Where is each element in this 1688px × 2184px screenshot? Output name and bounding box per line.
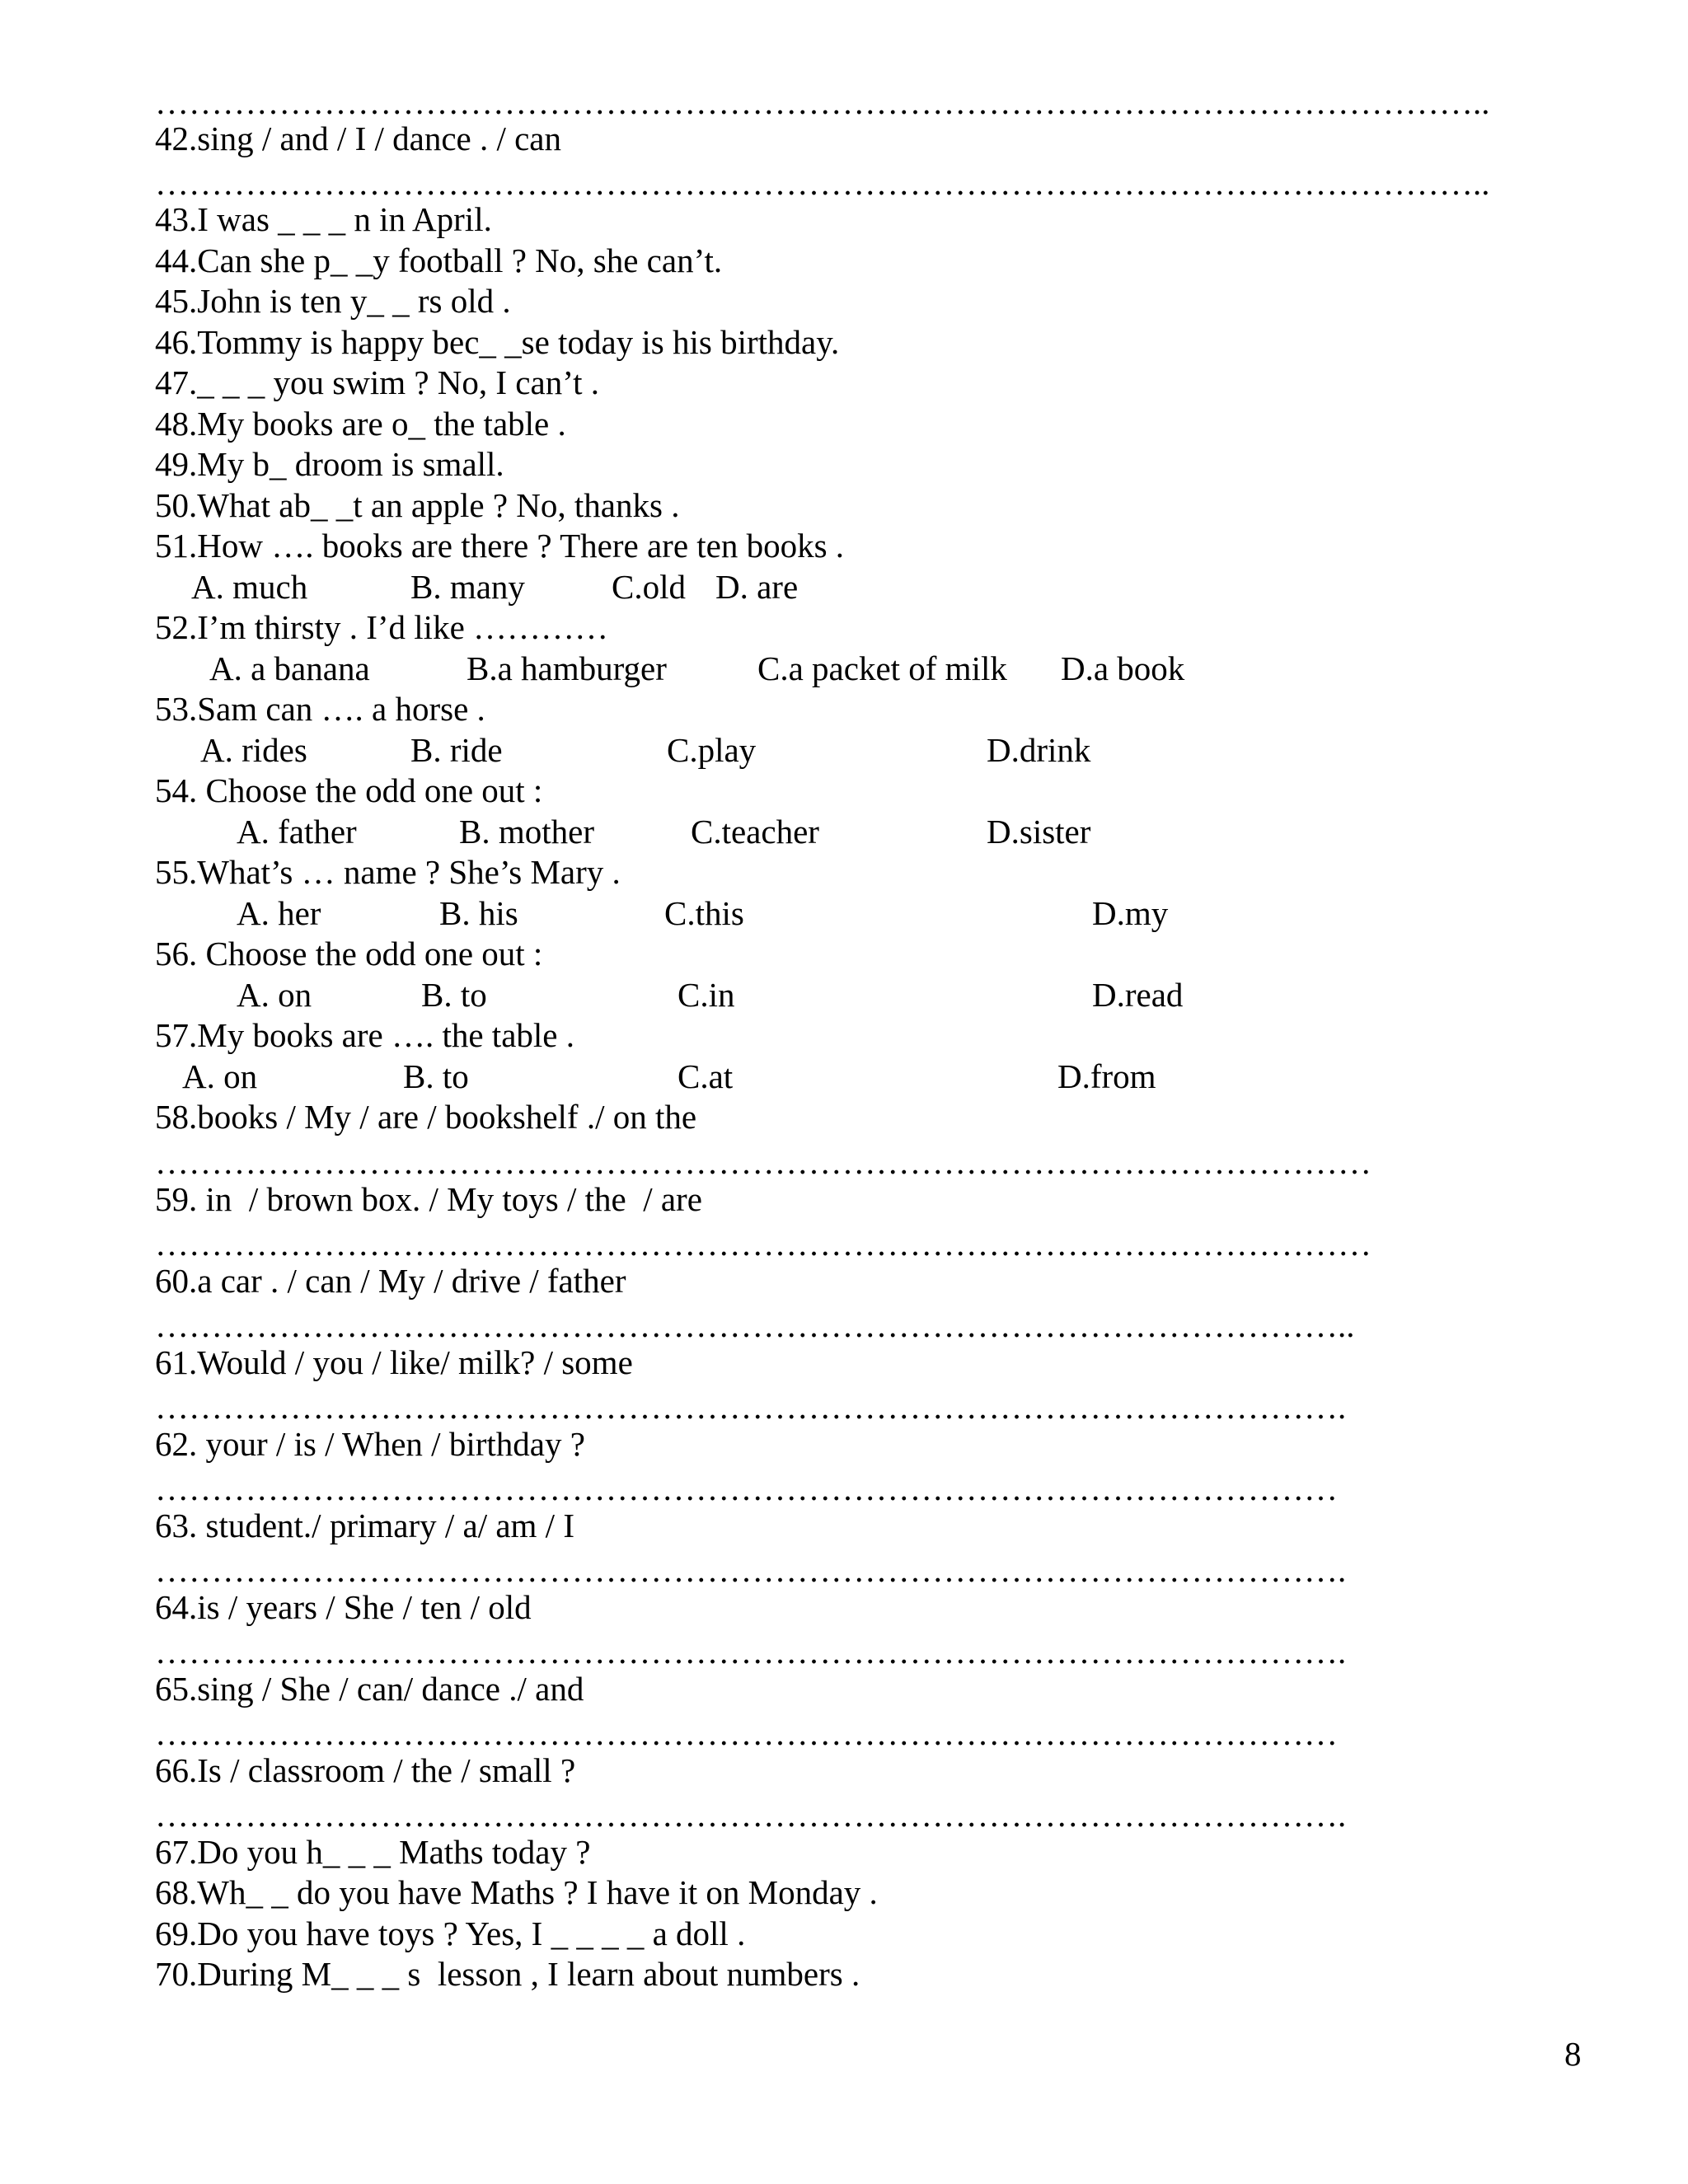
answer-line: ……………………………………………………………………………………………………….. (155, 164, 1490, 202)
q54-option-c: C.teacher (691, 813, 819, 851)
answer-line: …………………………………………………………………………………………….. (155, 1306, 1355, 1344)
q53-option-c: C.play (667, 731, 757, 769)
q56-option-d: D.read (1092, 976, 1184, 1014)
q57-option-a: A. on (182, 1057, 258, 1095)
question-45: 45.John is ten y_ _ rs old . (155, 282, 511, 320)
q53-option-d: D.drink (987, 731, 1091, 769)
q56-option-a: A. on (237, 976, 312, 1014)
question-59: 59. in / brown box. / My toys / the / are (155, 1180, 702, 1218)
question-54: 54. Choose the odd one out : (155, 771, 543, 809)
q57-option-b: B. to (403, 1057, 469, 1095)
question-43: 43.I was _ _ _ n in April. (155, 200, 492, 238)
question-63: 63. student./ primary / a/ am / I (155, 1507, 574, 1544)
q53-option-a: A. rides (200, 731, 307, 769)
answer-line: ……………………………………………………………………………………………. (155, 1796, 1347, 1834)
answer-line: ……………………………………………………………………………………………… (155, 1225, 1372, 1263)
q51-option-b: B. many (410, 568, 525, 606)
q57-option-c: C.at (678, 1057, 734, 1095)
answer-line: ……………………………………………………………………………………………. (155, 1551, 1347, 1589)
question-66: 66.Is / classroom / the / small ? (155, 1751, 576, 1789)
question-60: 60.a car . / can / My / drive / father (155, 1262, 626, 1300)
answer-line: ……………………………………………………………………………………………………….. (155, 83, 1490, 121)
q56-option-b: B. to (421, 976, 487, 1014)
answer-line: …………………………………………………………………………………………… (155, 1469, 1338, 1507)
question-42: 42.sing / and / I / dance . / can (155, 120, 562, 157)
question-47: 47._ _ _ you swim ? No, I can’t . (155, 363, 600, 401)
question-62: 62. your / is / When / birthday ? (155, 1425, 585, 1463)
answer-line: …………………………………………………………………………………………… (155, 1714, 1338, 1752)
q51-option-a: A. much (191, 568, 308, 606)
question-51: 51.How …. books are there ? There are ten books . (155, 527, 845, 565)
answer-line: ……………………………………………………………………………………………. (155, 1388, 1347, 1426)
q57-option-d: D.from (1057, 1057, 1156, 1095)
question-69: 69.Do you have toys ? Yes, I _ _ _ _ a doll . (155, 1915, 746, 1952)
q52-option-c: C.a packet of milk (757, 649, 1007, 687)
question-58: 58.books / My / are / bookshelf ./ on the (155, 1098, 697, 1136)
question-53: 53.Sam can …. a horse . (155, 690, 485, 728)
q55-option-b: B. his (439, 894, 518, 932)
q51-option-d: D. are (715, 568, 799, 606)
q52-option-d: D.a book (1061, 649, 1185, 687)
q55-option-c: C.this (664, 894, 744, 932)
q54-option-d: D.sister (987, 813, 1091, 851)
question-67: 67.Do you h_ _ _ Maths today ? (155, 1833, 591, 1871)
question-44: 44.Can she p_ _y football ? No, she can’t. (155, 241, 723, 279)
question-56: 56. Choose the odd one out : (155, 935, 543, 972)
q51-option-c: C.old (612, 568, 686, 606)
question-49: 49.My b_ droom is small. (155, 445, 504, 483)
q55-option-d: D.my (1092, 894, 1169, 932)
answer-line: ……………………………………………………………………………………………. (155, 1633, 1347, 1671)
question-61: 61.Would / you / like/ milk? / some (155, 1343, 633, 1381)
page-number: 8 (1564, 2035, 1582, 2073)
q54-option-b: B. mother (459, 813, 594, 851)
question-48: 48.My books are o_ the table . (155, 405, 566, 443)
question-65: 65.sing / She / can/ dance ./ and (155, 1670, 584, 1708)
question-64: 64.is / years / She / ten / old (155, 1588, 532, 1626)
q52-option-a: A. a banana (209, 649, 370, 687)
question-52: 52.I’m thirsty . I’d like ………… (155, 608, 609, 646)
q52-option-b: B.a hamburger (467, 649, 667, 687)
q54-option-a: A. father (237, 813, 357, 851)
question-55: 55.What’s … name ? She’s Mary . (155, 853, 621, 891)
question-70: 70.During M_ _ _ s lesson , I learn about numbers . (155, 1955, 860, 1993)
question-68: 68.Wh_ _ do you have Maths ? I have it on Monday . (155, 1873, 878, 1911)
answer-line: ……………………………………………………………………………………………… (155, 1143, 1372, 1181)
q56-option-c: C.in (678, 976, 735, 1014)
question-50: 50.What ab_ _t an apple ? No, thanks . (155, 486, 680, 524)
question-46: 46.Tommy is happy bec_ _se today is his birthday. (155, 323, 840, 361)
q53-option-b: B. ride (410, 731, 503, 769)
q55-option-a: A. her (237, 894, 321, 932)
question-57: 57.My books are …. the table . (155, 1016, 574, 1054)
